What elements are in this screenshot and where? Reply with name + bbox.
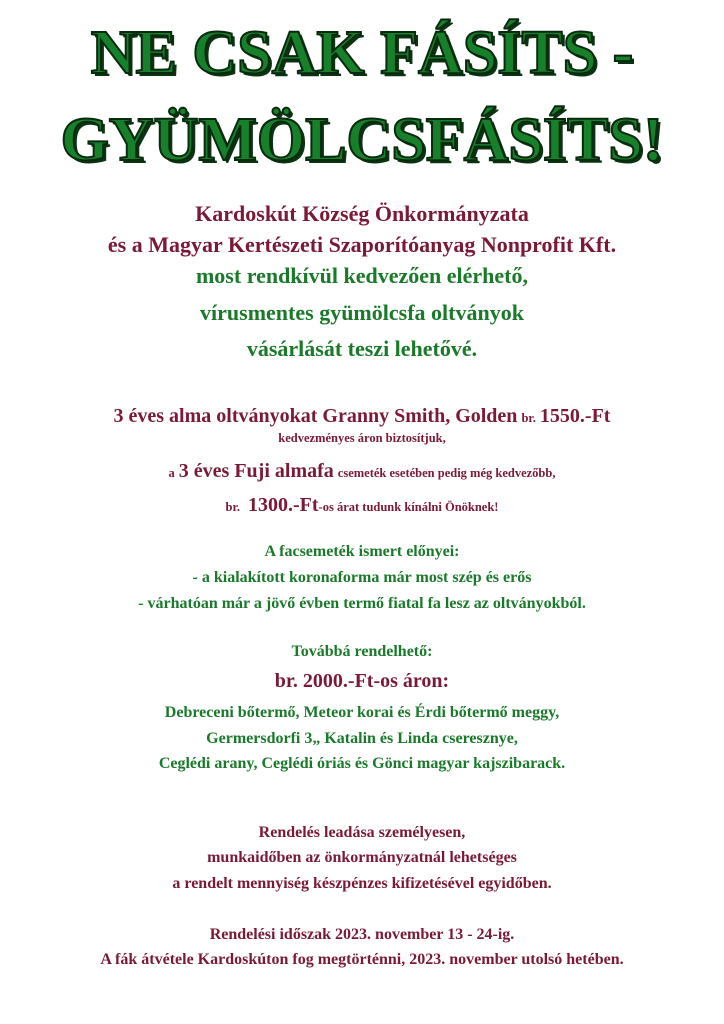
fuji-price: 1300.-Ft (248, 494, 319, 516)
fuji-offer-line (0, 456, 724, 488)
apple-offer-note: kedvezményes áron biztosítjuk, (278, 431, 446, 445)
benefits-title: A facsemeték ismert előnyei: (264, 543, 460, 560)
headline-line-1: NE CSAK FÁSÍTS - (90, 19, 634, 87)
order-line-2: munkaidőben az önkormányzatnál lehetséges (207, 849, 517, 866)
apple-br-label: br. (521, 411, 536, 425)
order-line-3: a rendelt mennyiség készpénzes kifizetésével egyidőben. (172, 875, 552, 892)
period-line-1: Rendelési időszak 2023. november 13 - 24-ig. (209, 926, 515, 943)
period-line-2: A fák átvétele Kardoskúton fog megtörténni, 2023. november utolsó hetében. (100, 951, 624, 968)
fuji-a: a (168, 466, 175, 480)
intro-line-4: vírusmentes gyümölcsfa oltványok (200, 300, 524, 325)
headline-line-2: GYÜMÖLCSFÁSÍTS! (60, 106, 664, 174)
more-line-2: Germersdorfi 3„ Katalin és Linda cseresznye, (206, 730, 518, 747)
apple-offer-line (0, 401, 724, 433)
fuji-price-line (0, 490, 724, 522)
intro-line-1: Kardoskút Község Önkormányzata (195, 201, 529, 226)
intro-line-3: most rendkívül kedvezően elérhető, (195, 263, 528, 288)
apple-offer-text: 3 éves alma oltványokat Granny Smith, Golden (113, 405, 518, 427)
fuji-offer-text: 3 éves Fuji almafa (178, 460, 334, 482)
apple-price: 1550.-Ft (539, 405, 611, 427)
benefit-item-1: - a kialakított koronaforma már most szép és erős (192, 569, 532, 586)
more-price: br. 2000.-Ft-os áron: (274, 670, 450, 692)
fuji-br-label: br. (225, 500, 240, 514)
fuji-offer-rest: csemeték esetében pedig még kedvezőbb, (337, 466, 556, 480)
more-line-3: Ceglédi arany, Ceglédi óriás és Gönci magyar kajszibarack. (158, 755, 566, 772)
fuji-price-tail: -os árat tudunk kínálni Önöknek! (318, 500, 499, 514)
intro-line-2: és a Magyar Kertészeti Szaporítóanyag Nonprofit Kft. (107, 232, 617, 257)
order-line-1: Rendelés leadása személyesen, (258, 824, 466, 841)
more-title: Továbbá rendelhető: (291, 643, 433, 660)
more-line-1: Debreceni bőtermő, Meteor korai és Érdi bőtermő meggy, (164, 704, 560, 721)
benefit-item-2: - várhatóan már a jövő évben termő fiatal fa lesz az oltványokból. (138, 595, 586, 612)
intro-line-5: vásárlását teszi lehetővé. (246, 336, 478, 361)
